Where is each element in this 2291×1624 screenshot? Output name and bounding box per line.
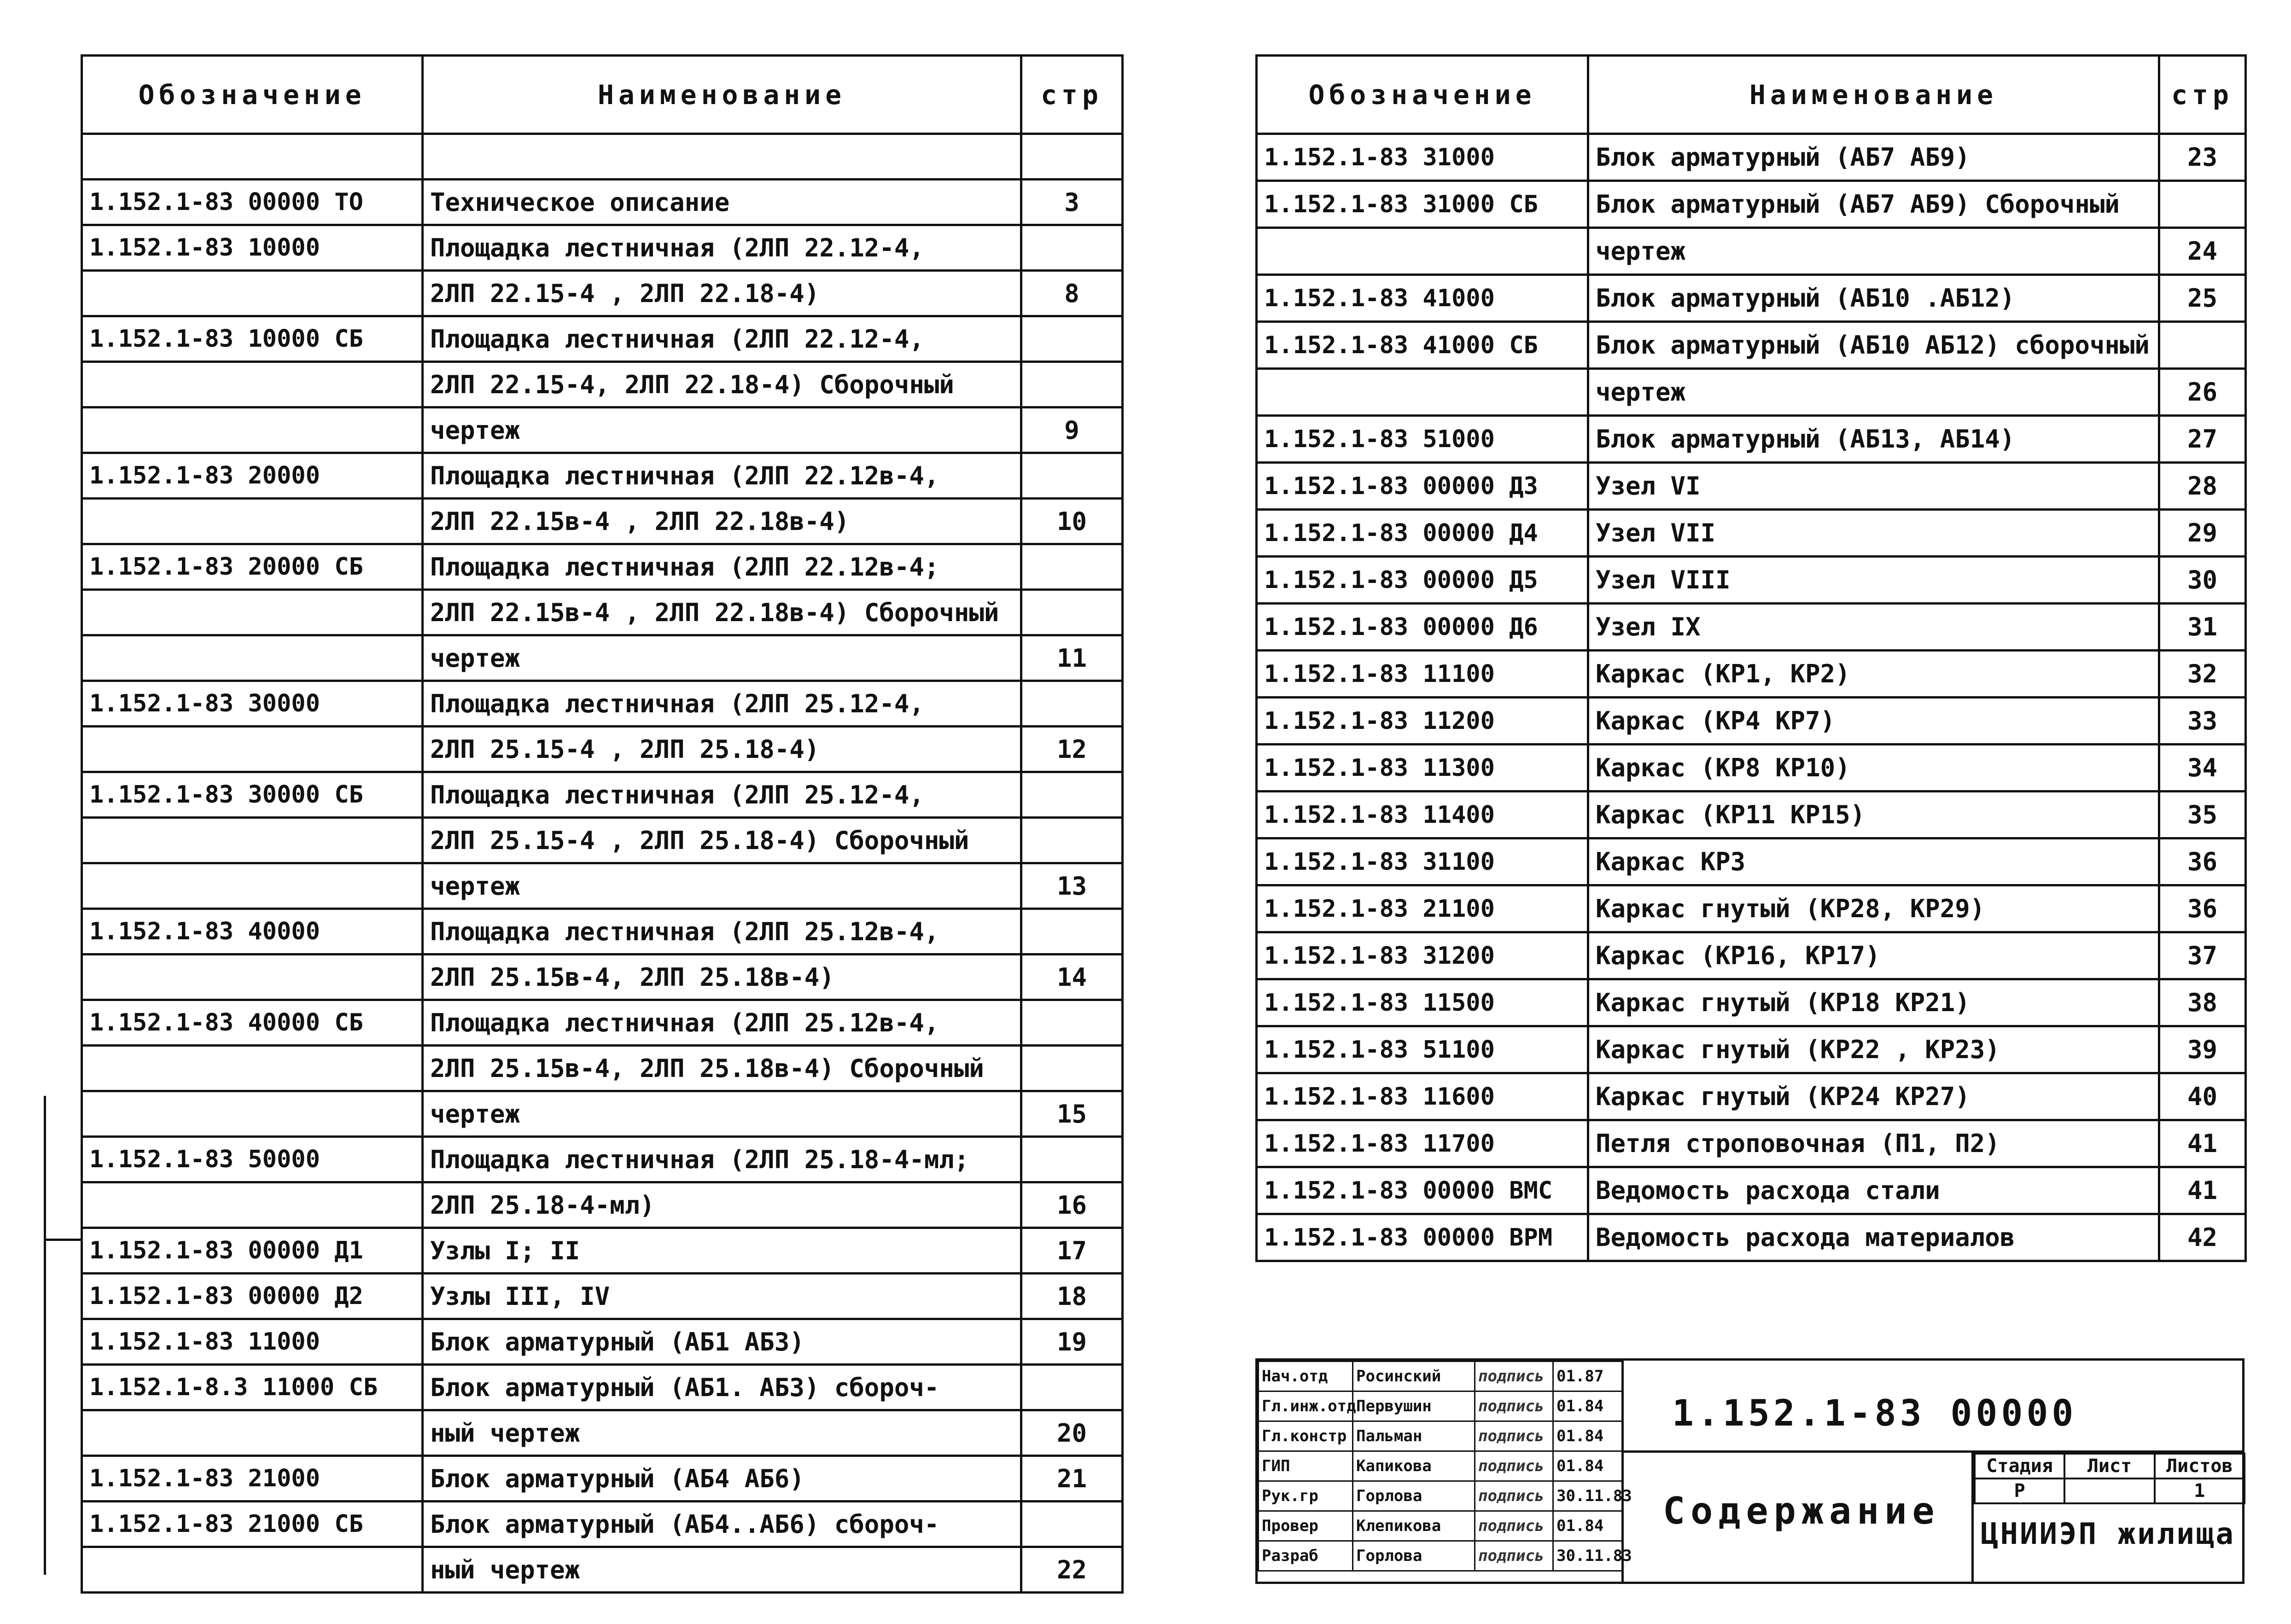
contents-table-left (81, 54, 1124, 1594)
name-cell: Площадка лестничная (2ЛП 22.12в-4, (423, 453, 1021, 499)
signatory-role: Гл.констр (1259, 1421, 1353, 1451)
page-cell: 23 (2159, 134, 2246, 181)
table-row (82, 1456, 1123, 1502)
name-cell (423, 134, 1021, 180)
page-cell: 40 (2159, 1073, 2246, 1120)
name-cell: Петля строповочная (П1, П2) (1588, 1120, 2159, 1167)
page-cell: 27 (2159, 416, 2246, 463)
name-cell: Площадка лестничная (2ЛП 25.12-4, (423, 772, 1021, 818)
table-row (82, 544, 1123, 590)
name-cell: Узел VI (1588, 463, 2159, 510)
table-row (82, 499, 1123, 544)
designation-cell: 1.152.1-83 10000 СБ (82, 316, 423, 362)
right-rows (1257, 134, 2246, 1261)
designation-cell: 1.152.1-8.3 11000 СБ (82, 1365, 423, 1410)
contents-table-right (1255, 54, 2247, 1262)
divider (1621, 1361, 1624, 1584)
table-row (1257, 1073, 2246, 1120)
header-name: Наименование (1588, 56, 2159, 134)
table-row (1257, 1120, 2246, 1167)
organization: ЦНИИЭП жилища (1981, 1517, 2235, 1551)
name-cell: Площадка лестничная (2ЛП 22.12-4, (423, 225, 1021, 271)
designation-cell: 1.152.1-83 11100 (1257, 651, 1588, 698)
table-row (1257, 1214, 2246, 1261)
name-cell: Блок арматурный (АБ13, АБ14) (1588, 416, 2159, 463)
table-row (82, 1410, 1123, 1456)
name-cell: Ведомость расхода материалов (1588, 1214, 2159, 1261)
table-row (82, 362, 1123, 407)
designation-cell: 1.152.1-83 40000 СБ (82, 1000, 423, 1046)
table-row (82, 180, 1123, 225)
page-cell: 35 (2159, 792, 2246, 838)
designation-cell: 1.152.1-83 21000 (82, 1456, 423, 1502)
designation-cell (82, 727, 423, 772)
signatory-row (1259, 1541, 1622, 1571)
table-row (82, 1091, 1123, 1137)
name-cell: Блок арматурный (АБ1 АБ3) (423, 1319, 1021, 1365)
name-cell: 2ЛП 25.15-4 , 2ЛП 25.18-4) (423, 727, 1021, 772)
table-row (82, 134, 1123, 180)
page-cell: 18 (1021, 1274, 1123, 1319)
signatory-date: 30.11.83 (1553, 1481, 1622, 1511)
title-block (1255, 1358, 2244, 1584)
table-row (82, 1274, 1123, 1319)
name-cell: Блок арматурный (АБ1. АБ3) сбороч- (423, 1365, 1021, 1410)
table-row (82, 1182, 1123, 1228)
page-cell (1021, 225, 1123, 271)
signatory-row (1259, 1511, 1622, 1541)
designation-cell: 1.152.1-83 00000 Д6 (1257, 604, 1588, 651)
page-cell: 19 (1021, 1319, 1123, 1365)
name-cell: чертеж (423, 863, 1021, 909)
designation-cell: 1.152.1-83 50000 (82, 1137, 423, 1182)
table-row (1257, 604, 2246, 651)
page-cell: 36 (2159, 885, 2246, 932)
designation-cell (82, 955, 423, 1000)
signatory-name: Росинский (1353, 1362, 1475, 1391)
table-row (82, 818, 1123, 863)
page-cell (1021, 681, 1123, 727)
table-row (82, 225, 1123, 271)
table-row (1257, 838, 2246, 885)
page-cell: 8 (1021, 271, 1123, 316)
page-cell: 41 (2159, 1120, 2246, 1167)
table-row (82, 635, 1123, 681)
table-row (82, 863, 1123, 909)
signatory-signature: подпись (1475, 1481, 1553, 1511)
designation-cell: 1.152.1-83 51100 (1257, 1026, 1588, 1073)
designation-cell (82, 1547, 423, 1593)
designation-cell: 1.152.1-83 00000 ТО (82, 180, 423, 225)
sheets-value: 1 (2155, 1478, 2244, 1503)
name-cell: Каркас гнутый (КР22 , КР23) (1588, 1026, 2159, 1073)
document-code: 1.152.1-83 00000 (1672, 1393, 2077, 1434)
designation-cell: 1.152.1-83 00000 Д4 (1257, 510, 1588, 557)
page-cell: 29 (2159, 510, 2246, 557)
name-cell: ный чертеж (423, 1547, 1021, 1593)
designation-cell (82, 590, 423, 635)
header-designation: Обозначение (82, 56, 423, 134)
designation-cell (1257, 369, 1588, 416)
signatory-name: Горлова (1353, 1481, 1475, 1511)
designation-cell: 1.152.1-83 00000 Д2 (82, 1274, 423, 1319)
signatory-signature: подпись (1475, 1511, 1553, 1541)
page-cell: 11 (1021, 635, 1123, 681)
signatory-date: 01.84 (1553, 1391, 1622, 1421)
designation-cell (82, 134, 423, 180)
designation-cell: 1.152.1-83 31200 (1257, 932, 1588, 979)
table-row (1257, 510, 2246, 557)
table-row (1257, 792, 2246, 838)
sheet-value (2064, 1478, 2154, 1503)
table-row (82, 407, 1123, 453)
signatory-name: Горлова (1353, 1541, 1475, 1571)
name-cell: Каркас (КР4 КР7) (1588, 698, 2159, 745)
table-row (1257, 369, 2246, 416)
page-cell (1021, 909, 1123, 955)
designation-cell: 1.152.1-83 20000 СБ (82, 544, 423, 590)
table-row (82, 1365, 1123, 1410)
signatory-date: 01.84 (1553, 1511, 1622, 1541)
page-cell: 3 (1021, 180, 1123, 225)
page-cell (1021, 544, 1123, 590)
signatory-signature: подпись (1475, 1541, 1553, 1571)
name-cell: Блок арматурный (АБ10 .АБ12) (1588, 275, 2159, 322)
name-cell: чертеж (1588, 369, 2159, 416)
page-cell: 26 (2159, 369, 2246, 416)
sheets-label: Листов (2155, 1454, 2244, 1478)
designation-cell: 1.152.1-83 41000 СБ (1257, 322, 1588, 369)
page-cell: 38 (2159, 979, 2246, 1026)
page-cell: 10 (1021, 499, 1123, 544)
name-cell: Узел VII (1588, 510, 2159, 557)
signatory-date: 01.84 (1553, 1451, 1622, 1481)
designation-cell: 1.152.1-83 20000 (82, 453, 423, 499)
name-cell: Площадка лестничная (2ЛП 25.12-4, (423, 681, 1021, 727)
page-cell: 42 (2159, 1214, 2246, 1261)
page-cell: 30 (2159, 557, 2246, 604)
page-cell: 37 (2159, 932, 2246, 979)
stage-label: Стадия (1975, 1454, 2064, 1478)
table-row (82, 316, 1123, 362)
page-cell (1021, 1137, 1123, 1182)
signatory-role: Гл.инж.отд (1259, 1391, 1353, 1421)
designation-cell (82, 499, 423, 544)
name-cell: 2ЛП 25.18-4-мл) (423, 1182, 1021, 1228)
page-cell: 25 (2159, 275, 2246, 322)
left-rows (82, 134, 1123, 1593)
page-cell (1021, 1000, 1123, 1046)
table-row (82, 1137, 1123, 1182)
signatory-signature: подпись (1475, 1362, 1553, 1391)
designation-cell: 1.152.1-83 30000 СБ (82, 772, 423, 818)
page-cell: 17 (1021, 1228, 1123, 1274)
signatory-name: Пальман (1353, 1421, 1475, 1451)
name-cell: Каркас (КР8 КР10) (1588, 745, 2159, 792)
name-cell: 2ЛП 25.15в-4, 2ЛП 25.18в-4) (423, 955, 1021, 1000)
page-cell: 20 (1021, 1410, 1123, 1456)
designation-cell: 1.152.1-83 11200 (1257, 698, 1588, 745)
page-cell: 22 (1021, 1547, 1123, 1593)
name-cell: Узел IX (1588, 604, 2159, 651)
designation-cell: 1.152.1-83 00000 Д3 (1257, 463, 1588, 510)
page-cell: 31 (2159, 604, 2246, 651)
page-cell: 13 (1021, 863, 1123, 909)
signatory-name: Клепикова (1353, 1511, 1475, 1541)
table-row (1257, 885, 2246, 932)
signatory-row (1259, 1391, 1622, 1421)
name-cell: чертеж (1588, 228, 2159, 275)
name-cell: Каркас (КР11 КР15) (1588, 792, 2159, 838)
designation-cell: 1.152.1-83 41000 (1257, 275, 1588, 322)
designation-cell (1257, 228, 1588, 275)
signatories-table (1258, 1361, 1632, 1572)
table-row (82, 1502, 1123, 1547)
page-cell (1021, 1502, 1123, 1547)
table-row (1257, 698, 2246, 745)
name-cell: Каркас (КР16, КР17) (1588, 932, 2159, 979)
designation-cell: 1.152.1-83 11000 (82, 1319, 423, 1365)
designation-cell: 1.152.1-83 40000 (82, 909, 423, 955)
name-cell: Блок арматурный (АБ7 АБ9) Сборочный (1588, 181, 2159, 228)
name-cell: чертеж (423, 407, 1021, 453)
page-cell (1021, 453, 1123, 499)
name-cell: Ведомость расхода стали (1588, 1167, 2159, 1214)
name-cell: 2ЛП 25.15-4 , 2ЛП 25.18-4) Сборочный (423, 818, 1021, 863)
designation-cell (82, 1410, 423, 1456)
header-page: стр (2159, 56, 2246, 134)
table-row (82, 772, 1123, 818)
designation-cell: 1.152.1-83 11500 (1257, 979, 1588, 1026)
name-cell: Каркас гнутый (КР18 КР21) (1588, 979, 2159, 1026)
table-row (1257, 134, 2246, 181)
binding-margin-tick (44, 1239, 81, 1241)
designation-cell (82, 818, 423, 863)
name-cell: Площадка лестничная (2ЛП 22.12-4, (423, 316, 1021, 362)
table-row (82, 1000, 1123, 1046)
designation-cell: 1.152.1-83 11300 (1257, 745, 1588, 792)
name-cell: 2ЛП 22.15в-4 , 2ЛП 22.18в-4) Сборочный (423, 590, 1021, 635)
designation-cell: 1.152.1-83 00000 ВРМ (1257, 1214, 1588, 1261)
page-cell: 28 (2159, 463, 2246, 510)
name-cell: Блок арматурный (АБ7 АБ9) (1588, 134, 2159, 181)
table-row (1257, 322, 2246, 369)
table-row (1257, 745, 2246, 792)
signatory-row (1259, 1451, 1622, 1481)
designation-cell: 1.152.1-83 31000 (1257, 134, 1588, 181)
table-row (82, 1046, 1123, 1091)
page-cell (2159, 322, 2246, 369)
sheet-label: Лист (2064, 1454, 2154, 1478)
designation-cell (82, 407, 423, 453)
table-row (82, 453, 1123, 499)
name-cell: Каркас гнутый (КР24 КР27) (1588, 1073, 2159, 1120)
page-cell (1021, 1365, 1123, 1410)
name-cell: Узлы III, IV (423, 1274, 1021, 1319)
name-cell: чертеж (423, 635, 1021, 681)
page-cell: 21 (1021, 1456, 1123, 1502)
header-name: Наименование (423, 56, 1021, 134)
designation-cell: 1.152.1-83 00000 ВМС (1257, 1167, 1588, 1214)
page-cell: 12 (1021, 727, 1123, 772)
signatory-signature: подпись (1475, 1421, 1553, 1451)
signatory-row (1259, 1481, 1622, 1511)
name-cell: Площадка лестничная (2ЛП 25.12в-4, (423, 1000, 1021, 1046)
page-cell: 14 (1021, 955, 1123, 1000)
name-cell: Площадка лестничная (2ЛП 22.12в-4; (423, 544, 1021, 590)
stage-table (1974, 1453, 2245, 1504)
page-cell (1021, 134, 1123, 180)
signatory-date: 30.11.83 (1553, 1541, 1622, 1571)
designation-cell: 1.152.1-83 21000 СБ (82, 1502, 423, 1547)
table-row (1257, 275, 2246, 322)
name-cell: Площадка лестничная (2ЛП 25.12в-4, (423, 909, 1021, 955)
name-cell: ный чертеж (423, 1410, 1021, 1456)
page-cell (1021, 590, 1123, 635)
table-row (82, 909, 1123, 955)
table-row (1257, 463, 2246, 510)
signatory-row (1259, 1421, 1622, 1451)
signatory-role: ГИП (1259, 1451, 1353, 1481)
signatory-date: 01.87 (1553, 1362, 1622, 1391)
page-cell: 24 (2159, 228, 2246, 275)
table-row (82, 1547, 1123, 1593)
page-cell (1021, 772, 1123, 818)
designation-cell: 1.152.1-83 31000 СБ (1257, 181, 1588, 228)
designation-cell: 1.152.1-83 21100 (1257, 885, 1588, 932)
table-row (82, 1228, 1123, 1274)
table-row (82, 271, 1123, 316)
name-cell: 2ЛП 22.15-4 , 2ЛП 22.18-4) (423, 271, 1021, 316)
name-cell: чертеж (423, 1091, 1021, 1137)
designation-cell: 1.152.1-83 00000 Д1 (82, 1228, 423, 1274)
table-row (82, 955, 1123, 1000)
stage-value: Р (1975, 1478, 2064, 1503)
designation-cell (82, 863, 423, 909)
name-cell: Площадка лестничная (2ЛП 25.18-4-мл; (423, 1137, 1021, 1182)
page-cell: 36 (2159, 838, 2246, 885)
name-cell: Техническое описание (423, 180, 1021, 225)
page-cell: 33 (2159, 698, 2246, 745)
page-cell: 39 (2159, 1026, 2246, 1073)
designation-cell (82, 635, 423, 681)
name-cell: 2ЛП 22.15-4, 2ЛП 22.18-4) Сборочный (423, 362, 1021, 407)
name-cell: Узлы I; II (423, 1228, 1021, 1274)
page-cell: 15 (1021, 1091, 1123, 1137)
header-page: стр (1021, 56, 1123, 134)
table-row (1257, 557, 2246, 604)
page-cell: 34 (2159, 745, 2246, 792)
name-cell: Каркас (КР1, КР2) (1588, 651, 2159, 698)
page-cell (1021, 818, 1123, 863)
designation-cell: 1.152.1-83 10000 (82, 225, 423, 271)
table-row (82, 590, 1123, 635)
signatory-name: Первушин (1353, 1391, 1475, 1421)
table-row (1257, 181, 2246, 228)
name-cell: Каркас КР3 (1588, 838, 2159, 885)
designation-cell: 1.152.1-83 31100 (1257, 838, 1588, 885)
designation-cell: 1.152.1-83 51000 (1257, 416, 1588, 463)
designation-cell: 1.152.1-83 11700 (1257, 1120, 1588, 1167)
table-row (82, 1319, 1123, 1365)
signatory-date: 01.84 (1553, 1421, 1622, 1451)
page-cell: 32 (2159, 651, 2246, 698)
signatory-signature: подпись (1475, 1451, 1553, 1481)
page-cell: 41 (2159, 1167, 2246, 1214)
table-row (82, 727, 1123, 772)
table-row (1257, 416, 2246, 463)
designation-cell: 1.152.1-83 30000 (82, 681, 423, 727)
signatory-signature: подпись (1475, 1391, 1553, 1421)
signatory-role: Нач.отд (1259, 1362, 1353, 1391)
table-row (1257, 1167, 2246, 1214)
header-designation: Обозначение (1257, 56, 1588, 134)
signatory-row (1259, 1362, 1622, 1391)
name-cell: Блок арматурный (АБ4..АБ6) сбороч- (423, 1502, 1021, 1547)
page-cell: 9 (1021, 407, 1123, 453)
page-cell: 16 (1021, 1182, 1123, 1228)
page-cell (1021, 362, 1123, 407)
name-cell: 2ЛП 22.15в-4 , 2ЛП 22.18в-4) (423, 499, 1021, 544)
table-row (1257, 932, 2246, 979)
designation-cell (82, 1182, 423, 1228)
table-row (1257, 228, 2246, 275)
name-cell: Блок арматурный (АБ4 АБ6) (423, 1456, 1021, 1502)
signatory-role: Рук.гр (1259, 1481, 1353, 1511)
designation-cell: 1.152.1-83 11600 (1257, 1073, 1588, 1120)
table-row (1257, 651, 2246, 698)
designation-cell (82, 362, 423, 407)
designation-cell: 1.152.1-83 00000 Д5 (1257, 557, 1588, 604)
page-cell (2159, 181, 2246, 228)
designation-cell (82, 1091, 423, 1137)
designation-cell (82, 271, 423, 316)
signatory-role: Разраб (1259, 1541, 1353, 1571)
signatory-role: Провер (1259, 1511, 1353, 1541)
binding-margin-line (44, 1096, 46, 1575)
designation-cell (82, 1046, 423, 1091)
signatory-name: Капикова (1353, 1451, 1475, 1481)
name-cell: Каркас гнутый (КР28, КР29) (1588, 885, 2159, 932)
name-cell: 2ЛП 25.15в-4, 2ЛП 25.18в-4) Сборочный (423, 1046, 1021, 1091)
document-title: Содержание (1663, 1490, 1940, 1532)
table-row (1257, 1026, 2246, 1073)
name-cell: Блок арматурный (АБ10 АБ12) сборочный (1588, 322, 2159, 369)
designation-cell: 1.152.1-83 11400 (1257, 792, 1588, 838)
page-cell (1021, 316, 1123, 362)
table-row (1257, 979, 2246, 1026)
name-cell: Узел VIII (1588, 557, 2159, 604)
table-row (82, 681, 1123, 727)
page-cell (1021, 1046, 1123, 1091)
